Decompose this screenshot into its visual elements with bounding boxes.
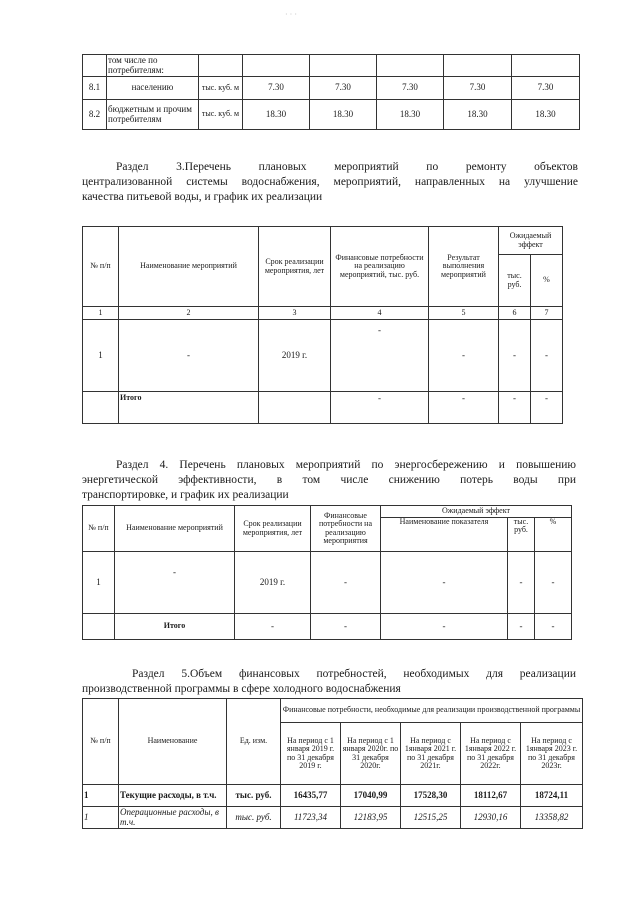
table-row: 1 - 2019 г. - - - - (83, 552, 572, 614)
row-unit (199, 55, 243, 77)
table-row: 1 - 2019 г. - - - - (83, 320, 563, 392)
header-period: На период с 1января 2023 г. по 31 декабря 2023г. (521, 723, 583, 785)
table-total-row: Итого - - - - (83, 392, 563, 424)
table-header-row (83, 506, 572, 518)
section5-heading: Раздел 5.Объем финансовых потребностей, необходимых для реализации производственной программы в сфере холодного водоснабжения (82, 668, 576, 695)
header-num: № п/п (83, 227, 119, 307)
section4-table (82, 505, 572, 640)
header-effect-rub: тыс. руб. (508, 518, 535, 552)
row-number: 8.1 (83, 77, 107, 100)
table-row (83, 55, 580, 77)
row-name: том числе по потребителям: (107, 55, 199, 77)
table-header-row (83, 699, 583, 723)
header-period: На период с 1января 2022 г. по 31 декабря 2022г. (461, 723, 521, 785)
header-term: Срок реализации мероприятия, лет (259, 227, 331, 307)
header-finance: Финансовые потребности на реализацию мероприятия (311, 506, 381, 552)
section4-heading: Раздел 4. Перечень плановых мероприятий по энергосбережению и повышению энергетической эффективности, в том числе снижению потерь воды при транспортировке, и график их реализации (82, 459, 576, 501)
header-effect-pct: % (531, 255, 563, 307)
table-header-row (83, 227, 563, 255)
header-term: Срок реализации мероприятия, лет (235, 506, 311, 552)
row-number (83, 55, 107, 77)
row-number: 8.2 (83, 100, 107, 130)
table-row: 8.1 населению тыс. куб. м 7.30 7.30 7.30 7.30 7.30 (83, 77, 580, 100)
column-numbers-row: 1 2 3 4 5 6 7 (83, 307, 563, 320)
table-total-row: Итого - - - - - (83, 614, 572, 640)
row-name: бюджетным и прочим потребителям (107, 100, 199, 130)
header-num: № п/п (83, 506, 115, 552)
header-period: На период с 1 января 2019 г. по 31 декабря 2019 г. (281, 723, 341, 785)
scan-artifact: · · · (285, 10, 297, 19)
header-name: Наименование мероприятий (115, 506, 235, 552)
header-effect-rub: тыс. руб. (499, 255, 531, 307)
section3-table (82, 226, 563, 424)
table-row: 8.2 бюджетным и прочим потребителям тыс. куб. м 18.30 18.30 18.30 18.30 18.30 (83, 100, 580, 130)
section5-table (82, 698, 583, 829)
header-name: Наименование (119, 699, 227, 785)
table-row: 1 Операционные расходы, в т.ч. тыс. руб. 11723,34 12183,95 12515,25 12930,16 13358,82 (83, 807, 583, 829)
header-result: Результат выполнения мероприятий (429, 227, 499, 307)
section3-heading: Раздел 3.Перечень плановых мероприятий по ремонту объектов централизованной системы водоснабжения, мероприятий, направленных на улучшение качества питьевой воды, и график их реализации (82, 161, 578, 203)
header-effect: Ожидаемый эффект (381, 506, 572, 518)
header-finance: Финансовые потребности на реализацию мероприятий, тыс. руб. (331, 227, 429, 307)
row-unit: тыс. куб. м (199, 100, 243, 130)
header-effect: Ожидаемый эффект (499, 227, 563, 255)
row-unit: тыс. куб. м (199, 77, 243, 100)
header-group: Финансовые потребности, необходимые для реализации производственной программы (281, 699, 583, 723)
header-unit: Ед. изм. (227, 699, 281, 785)
header-effect-pct: % (535, 518, 572, 552)
consumption-table (82, 54, 580, 130)
header-num: № п/п (83, 699, 119, 785)
header-indicator: Наименование показателя (381, 518, 508, 552)
row-name: населению (107, 77, 199, 100)
header-period: На период с 1января 2021 г. по 31 декабря 2021г. (401, 723, 461, 785)
table-row: 1 Текущие расходы, в т.ч. тыс. руб. 16435,77 17040,99 17528,30 18112,67 18724,11 (83, 785, 583, 807)
header-period: На период с 1 января 2020г. по 31 декабря 2020г. (341, 723, 401, 785)
header-name: Наименование мероприятий (119, 227, 259, 307)
